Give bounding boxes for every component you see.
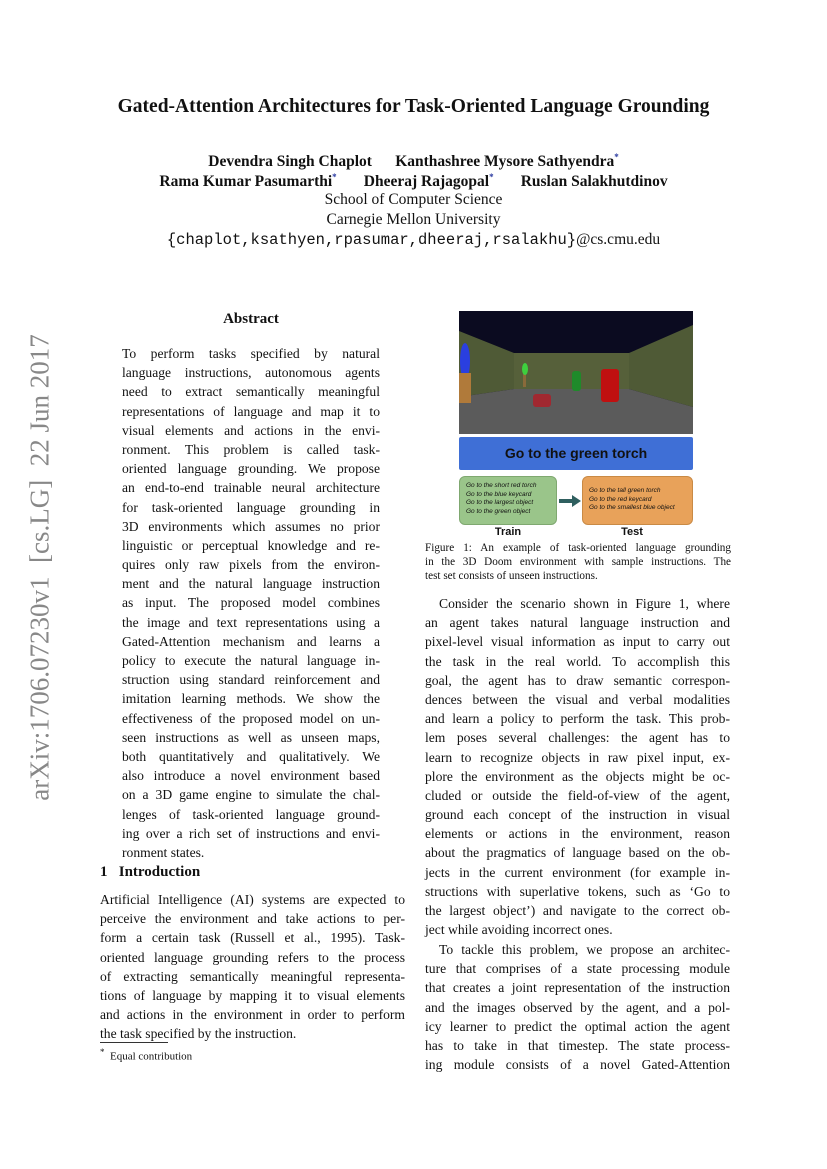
text-line: ture that comprises of a state processing module [425,961,730,977]
text-line: for task-oriented language grounding in [122,499,380,515]
email-domain: @cs.cmu.edu [576,231,661,248]
paragraph-scenario [425,594,730,939]
instruction-banner: Go to the green torch [459,437,693,470]
footnote-mark: * [332,172,337,182]
text-line: learn to recognize objects in raw pixel input, ex- [425,749,730,765]
text-line: the largest object’) and navigate to the correct ob- [425,903,730,918]
authors-line-1 [0,152,827,171]
arrow-right-icon [558,494,582,508]
text-line: test set consists of unseen instructions. [425,570,598,582]
affiliation-university: Carnegie Mellon University [326,211,501,228]
text-line: the task in the real world. To accomplish this [425,653,730,669]
text-line: perceive the environment and take actions to per- [100,911,405,927]
text-line: ject while avoiding incorrect ones. [425,922,613,938]
text-line: linguistic or perceptual knowledge and re- [122,537,380,553]
train-instruction: Go to the green object [466,507,531,515]
test-label: Test [621,526,643,538]
text-line: an agent takes natural language instruction and [425,615,730,631]
text-line: an end-to-end trainable neural architecture [122,480,380,496]
text-line: of extracting semantically meaningful representa- [100,968,405,984]
train-instructions-box [459,476,557,525]
text-line: about the pragmatics of language based on the ob- [425,845,730,861]
text-line: ing module consists of a novel Gated-Attention [425,1057,730,1073]
text-line: jects in the current environment (for example in- [425,864,730,880]
author: Devendra Singh Chaplot [208,153,372,171]
text-line: Gated-Attention mechanism and learns a [122,633,380,649]
text-line: has to take in that timestep. The state process- [425,1037,730,1053]
text-line: structions with superlative tokens, such as ‘Go to [425,883,730,899]
text-line: ground each concept of the instruction in visual [425,807,730,823]
doom-environment-screenshot [459,311,693,434]
footnote-mark: * [614,152,619,162]
text-line: quires only raw pixels from the environ- [122,557,380,573]
test-instructions-box [582,476,693,525]
text-line: oriented language grounding refers to the process [100,949,405,965]
text-line: form a certain task (Russell et al., 1995). Task- [100,930,405,946]
text-line: imitation learning methods. We show the [122,691,380,707]
email-users: {chaplot,ksathyen,rpasumar,dheeraj,rsalakhu} [166,231,577,249]
footnote-mark: * [489,172,494,182]
footnote-text: Equal contribution [110,1050,193,1063]
section-number: 1 [100,864,108,880]
text-line: both quantitatively and qualitatively. We [122,748,380,764]
text-line: need to extract semantically meaningful [122,384,380,400]
train-instruction: Go to the blue keycard [466,490,532,498]
green-torch-object [522,363,528,375]
text-line: the image and text representations using a [122,614,380,630]
footnote-rule [100,1042,168,1043]
text-line: ing over a rich set of instructions and envi- [122,825,380,841]
text-line: and actions in the environment in order to perform [100,1007,405,1023]
text-line: To perform tasks specified by natural [122,346,380,361]
arxiv-identifier: arXiv:1706.07230v1 [cs.LG] 22 Jun 2017 [24,334,55,801]
text-line: also introduce a novel environment based [122,768,380,784]
text-line: that creates a joint representation of the instruction [425,980,730,996]
test-instruction: Go to the red keycard [589,495,652,503]
text-line: elements or actions in the environment, reason [425,826,730,842]
text-line: the task specified by the instruction. [100,1026,297,1042]
abstract-heading: Abstract [223,311,279,327]
text-line: plore the environment as the objects might be oc- [425,768,730,784]
text-line: on a 3D game engine to simulate the chal- [122,787,380,803]
author: Ruslan Salakhutdinov [520,173,668,191]
author: Kanthashree Mysore Sathyendra [395,153,615,171]
text-line: icy learner to predict the optimal action the agent [425,1018,730,1034]
text-line: language instructions, autonomous agents [122,365,380,381]
author: Dheeraj Rajagopal [363,173,490,191]
text-line: Artificial Intelligence (AI) systems are expected to [100,892,405,907]
text-line: lenges of task-oriented language ground- [122,806,380,822]
text-line: Figure 1: An example of task-oriented language grounding [425,542,731,554]
train-label: Train [494,526,522,538]
text-line: To tackle this problem, we propose an architec- [439,942,730,957]
red-pillar-object [601,369,619,402]
text-line: struction using standard reinforcement and [122,672,380,688]
text-line: in the 3D Doom environment with sample instructions. The [425,556,731,568]
text-line: lem poses several challenges: the agent has to [425,730,730,746]
text-line: representations of language and map it to [122,403,380,419]
text-line: ment and the natural language instruction [122,576,380,592]
text-line: visual elements and actions in the envi- [122,422,380,438]
train-instruction: Go to the short red torch [466,482,537,489]
authors-line-2 [0,172,827,191]
text-line: pixel-level visual information as input to carry out [425,634,730,650]
test-instruction: Go to the smallest blue object [589,504,675,511]
text-line: dences between the visual and verbal modalities [425,691,730,707]
affiliation-school: School of Computer Science [324,191,503,208]
abstract-body [122,344,380,862]
text-line: 3D environments which assumes no prior [122,518,380,534]
text-line: ronment. This problem is called task- [122,441,380,457]
text-line: and the images observed by the agent, and a pol- [425,999,730,1015]
section-title: Introduction [118,864,201,880]
author-emails [0,231,827,249]
green-pillar-object [572,371,581,391]
text-line: as input. The proposed model combines [122,595,380,611]
text-line: and learn a policy to perform the task. This prob- [425,711,730,727]
footnote [100,1047,192,1063]
text-line: tions of language by mapping it to visual elements [100,987,405,1003]
text-line: cluded or outside the field-of-view of the agent, [425,787,730,803]
test-instruction: Go to the tall green torch [589,487,661,494]
paragraph-approach [425,940,730,1074]
section-heading-introduction [100,864,200,881]
text-line: policy to execute the natural language in- [122,653,380,668]
text-line: Consider the scenario shown in Figure 1, where [439,596,730,611]
text-line: ronment states. [122,844,205,860]
footnote-mark: * [100,1047,105,1057]
text-line: seen instructions as well as unseen maps, [122,729,380,745]
paper-title: Gated-Attention Architectures for Task-Oriented Language Grounding [117,96,710,117]
text-line: goal, the agent has to draw semantic correspon- [425,672,730,688]
text-line: effectiveness of the proposed model on un- [122,710,380,726]
text-line: oriented language grounding. We propose [122,461,380,477]
author: Rama Kumar Pasumarthi [159,173,333,191]
introduction-paragraph [100,890,405,1044]
figure-caption [425,541,731,583]
monster-object [533,394,551,407]
train-instruction: Go to the largest object [466,499,534,506]
